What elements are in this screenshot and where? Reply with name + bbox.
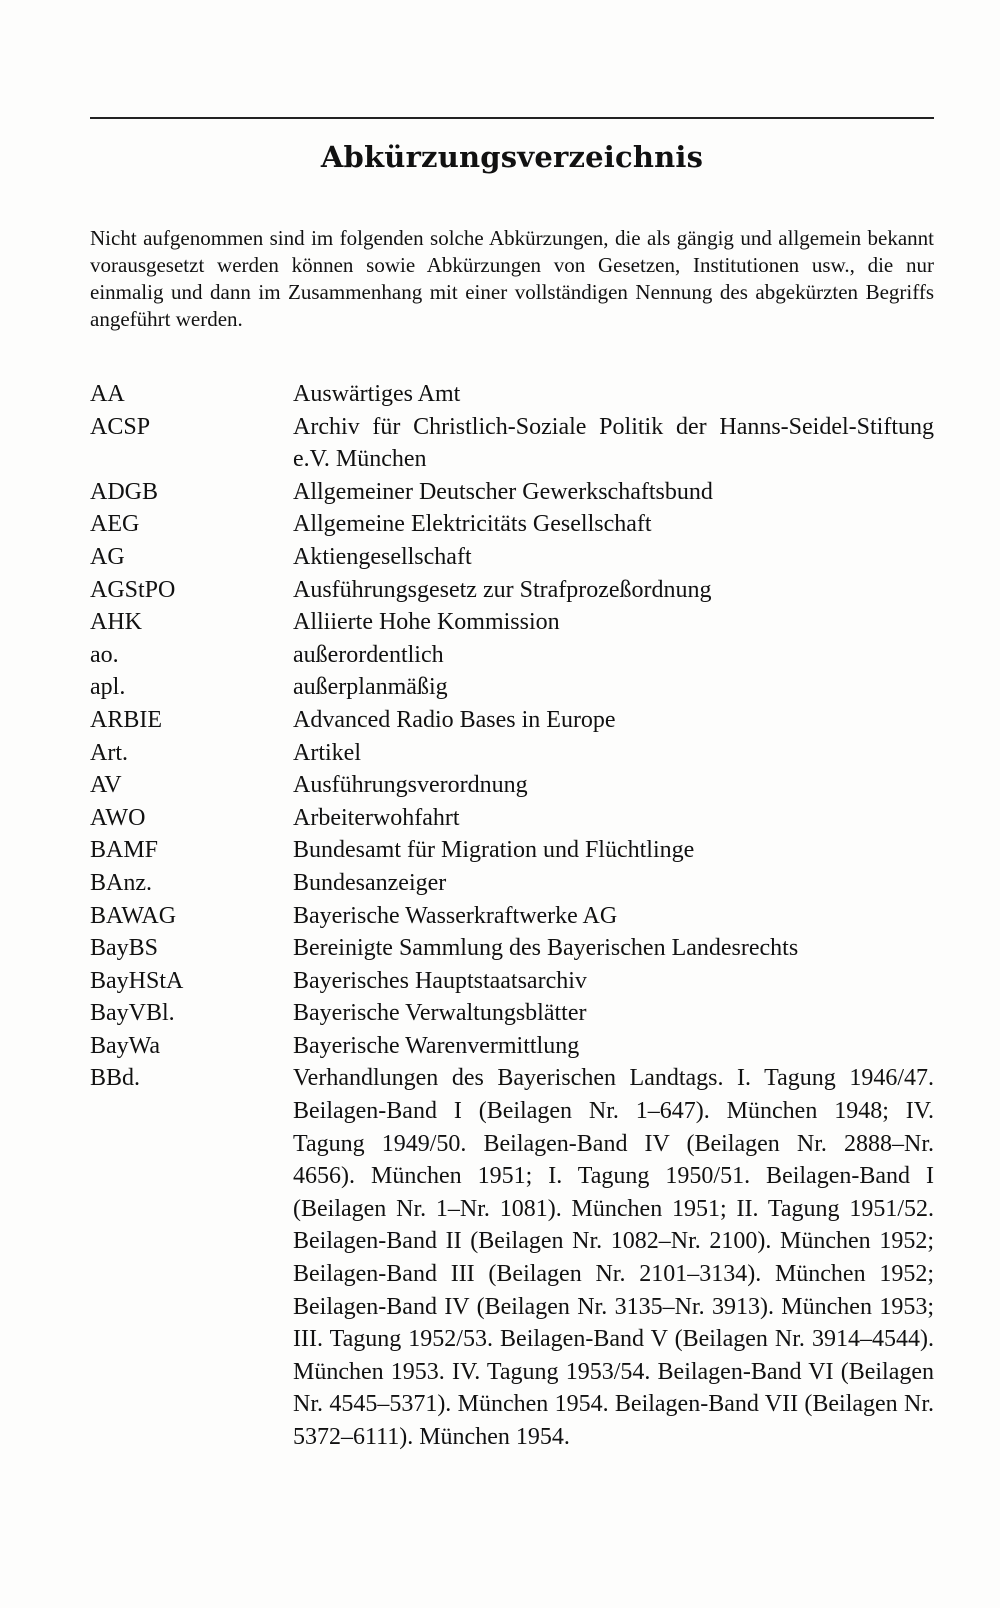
abbreviation-definition: außerplanmäßig [293, 674, 448, 701]
abbreviation-term: AV [90, 772, 122, 799]
abbreviation-entry [90, 704, 934, 737]
abbreviation-definition: Archiv für Christlich-Soziale Politik der Hanns-Seidel-Stiftung e.V. München [293, 413, 934, 473]
abbreviation-term: BBd. [90, 1065, 141, 1092]
abbreviation-entry [90, 1062, 934, 1453]
abbreviation-term: AA [90, 381, 125, 407]
abbreviation-entry [90, 997, 934, 1030]
abbreviation-definition: Arbeiterwohfahrt [293, 804, 460, 831]
abbreviation-definition: außerordentlich [293, 641, 444, 668]
abbreviation-entry [90, 1030, 934, 1063]
abbreviation-term: apl. [90, 674, 126, 701]
abbreviation-entry [90, 737, 934, 770]
abbreviation-definition: Artikel [293, 739, 361, 766]
abbreviation-entry [90, 867, 934, 900]
abbreviation-entry [90, 378, 934, 411]
abbreviation-entry [90, 834, 934, 867]
abbreviation-entry [90, 476, 934, 509]
abbreviation-entry [90, 639, 934, 672]
abbreviation-definition: Bereinigte Sammlung des Bayerischen Landesrechts [293, 935, 799, 962]
abbreviation-term: BAnz. [90, 869, 152, 896]
abbreviation-definition: Bayerische Warenvermittlung [293, 1032, 580, 1059]
abbreviation-definition: Auswärtiges Amt [293, 381, 461, 407]
page-title: Abkürzungsverzeichnis [320, 140, 704, 174]
abbreviation-term: AGStPO [90, 576, 176, 603]
abbreviation-term: ARBIE [90, 706, 162, 733]
abbreviation-entry [90, 541, 934, 574]
abbreviation-term: ACSP [90, 413, 151, 440]
abbreviation-list [90, 378, 934, 1454]
abbreviation-term: AHK [90, 609, 142, 636]
abbreviation-entry [90, 900, 934, 933]
abbreviation-term: BayBS [90, 935, 159, 962]
abbreviation-term: ADGB [90, 478, 159, 505]
abbreviation-entry [90, 574, 934, 607]
abbreviation-term: BayWa [90, 1032, 161, 1059]
abbreviation-term: ao. [90, 641, 119, 668]
abbreviation-term: AWO [90, 804, 146, 831]
abbreviation-definition: Ausführungsverordnung [293, 772, 528, 799]
abbreviation-term: Art. [90, 739, 128, 766]
abbreviation-entry [90, 411, 934, 476]
abbreviation-entry [90, 932, 934, 965]
abbreviation-definition: Bayerisches Hauptstaatsarchiv [293, 967, 587, 994]
abbreviation-definition: Bundesamt für Migration und Flüchtlinge [293, 837, 695, 864]
abbreviation-definition: Ausführungsgesetz zur Strafprozeßordnung [293, 576, 712, 603]
abbreviation-entry [90, 671, 934, 704]
abbreviation-definition: Allgemeiner Deutscher Gewerkschaftsbund [293, 478, 713, 505]
abbreviation-entry [90, 508, 934, 541]
abbreviation-entry [90, 606, 934, 639]
abbreviation-term: BAMF [90, 837, 159, 864]
header-rule [90, 117, 934, 119]
abbreviation-term: BayVBl. [90, 1000, 175, 1027]
abbreviation-definition: Advanced Radio Bases in Europe [293, 706, 616, 733]
abbreviation-entry [90, 965, 934, 998]
abbreviation-definition: Bayerische Wasserkraftwerke AG [293, 902, 618, 929]
abbreviation-definition: Verhandlungen des Bayerischen Landtags. I. Tagung 1946/47. Beilagen-Band I (Beilagen Nr. 1–647). München 1948; IV. Tagung 1949/50. Beilagen-Band IV (Beilagen Nr. 2888–Nr. 4656). München 1951; I. Tagung 1950/51. Beilagen-Band I (Beilagen Nr. 1–Nr. 1081). München 1951; II. Tagung 1951/52. Beilagen-Band II (Beilagen Nr. 1082–Nr. 2100). München 1952; Beilagen-Band III (Beilagen Nr. 2101–3134). München 1952; Beilagen-Band IV (Beilagen Nr. 3135–Nr. 3913). München 1953; III. Tagung 1952/53. Beilagen-Band V (Beilagen Nr. 3914–4544). München 1953. IV. Tagung 1953/54. Beilagen-Band VI (Beilagen Nr. 4545–5371). München 1954. Beilagen-Band VII (Beilagen Nr. 5372–6111). München 1954. [293, 1065, 934, 1450]
abbreviation-entry [90, 802, 934, 835]
intro-paragraph: Nicht aufgenommen sind im folgenden solche Abkürzungen, die als gängig und allgemein bekannt vorausgesetzt werden können sowie Abkürzungen von Gesetzen, Institutionen usw., die nur einmalig und dann im Zusammenhang mit einer vollständigen Nennung des abgekürzten Begriffs angeführt werden. [90, 226, 934, 331]
abbreviation-definition: Aktiengesellschaft [293, 543, 472, 570]
abbreviation-term: AG [90, 543, 125, 570]
abbreviation-term: BayHStA [90, 967, 184, 994]
abbreviation-definition: Alliierte Hohe Kommission [293, 609, 560, 636]
abbreviation-entry [90, 769, 934, 802]
abbreviation-term: AEG [90, 511, 140, 538]
abbreviation-definition: Bayerische Verwaltungsblätter [293, 1000, 587, 1027]
abbreviation-term: BAWAG [90, 902, 177, 929]
abbreviation-definition: Allgemeine Elektricitäts Gesellschaft [293, 511, 652, 538]
abbreviation-definition: Bundesanzeiger [293, 869, 447, 896]
